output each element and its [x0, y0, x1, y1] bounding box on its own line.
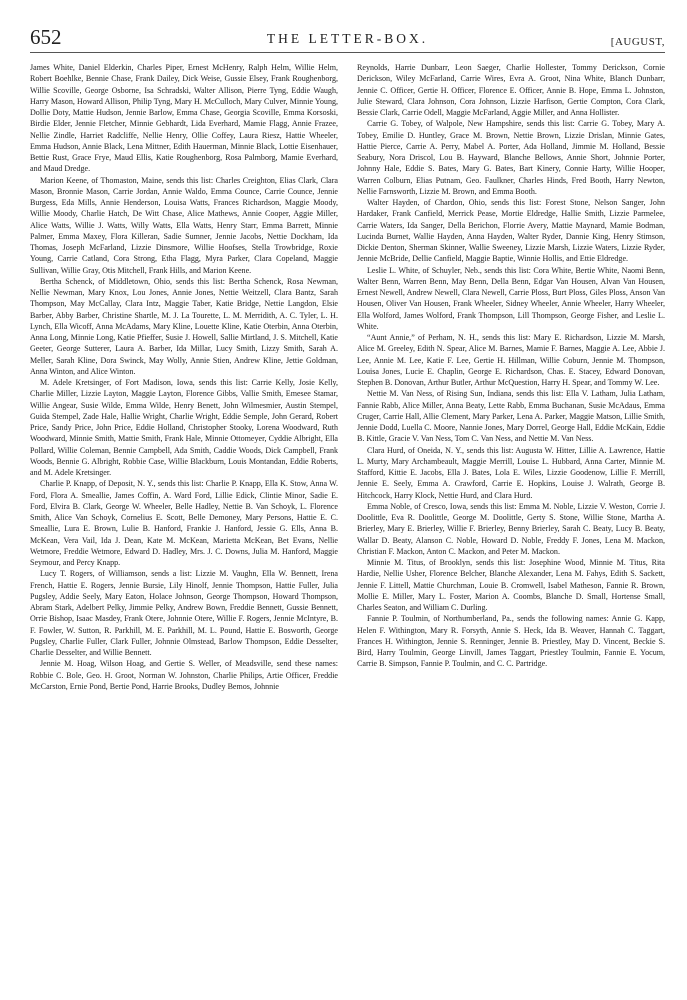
- paragraph-jennie-hoag: Jennie M. Hoag, Wilson Hoag, and Gertie S. Weller, of Meadsville, send these names: Robbie C. Bole, Geo. H. Groot, Norman W. Johnston, Charlie Philips, Artie Officer, Freddie McCarston, Ernie Pond, Bertie Pond, Harrie Brooks, Dudley Bemos, Johnnie: [30, 659, 338, 691]
- paragraph-carrie-tobey: Carrie G. Tobey, of Walpole, New Hampshire, sends this list: Carrie G. Tobey, Mary A. Tobey, Emilie D. Huntley, Grace M. Brown, Nettie Brown, Lizzie Drislan, Minnie Gates, Hattie Pierce, Carrie A. Perry, Mabel A. Porter, Ada Holland, Jimmie M. Holland, Bessie Seabury, Nora Driscol, Lou B. Hayward, Blanche Bellows, Annie Short, Johnnie Porter, Johnny Hale, Eddie S. Bates, Mary G. Bates, Bart Kinery, Connie Harty, Willie Hooper, Warren Colburn, Elias Putnam, Geo. Faulkner, Charles Hinds, Fred Booth, Harry Newton, Nellie Farnsworth, Lizzie M. Brown, and Emma Booth.: [357, 119, 665, 196]
- paragraph-adele-kretsinger: M. Adele Kretsinger, of Fort Madison, Iowa, sends this list: Carrie Kelly, Josie Kelly, Charlie Miller, Lizzie Layton, Maggie Layton, Florence Gibbs, Vallie Smith, Emesee Stamar, Willie Angear, Susie Wilde, Emma Wilde, Henry Benett, John Wilmesmier, Austin Stempel, Guida Stempel, Zade Hale, Hallie Wright, Charlie Wright, Eddie Semple, John Gerard, Robert Price, Sandy Price, John Price, Eddie Holland, Christopher Stooky, Lorena Woodward, Ruth Woodward, Minnie Smith, Mattie Smith, Frank Hale, Minnie Ottomeyer, Cyddie Albright, Ella Pollard, Willie Coleman, Bennie Campbell, Ada Smith, Caddie Woods, Dick Campbell, Frank Woods, Bennie G. Albright, Robbie Case, Willie Blackburn, Louis Montandan, Eddie Roberts, and M. Adele Kretsinger.: [30, 378, 338, 477]
- page-number: 652: [30, 25, 62, 49]
- paragraph-continued-right: Reynolds, Harrie Dunbarr, Leon Saeger, Charlie Hollester, Tommy Derickson, Cornie Derickson, Wiley McFarland, Carrie Wires, Evra A. Groot, Nina White, Blanch Dunbarr, Jennie C. Officer, Gertie H. Officer, Florence E. Officer, Annie B. Hope, Emma L. Johnston, Julie Steward, Clara Johnson, Cora Johnson, Lizzie Harfison, Gertie Compton, Cora Clark, Bessie Clark, Carrie Odell, Maggie McFarland, Aggie Miller, and Anna Hollister.: [357, 63, 665, 117]
- paragraph-leslie-white: Leslie L. White, of Schuyler, Neb., sends this list: Cora White, Bertie White, Naomi Benn, Walter Benn, Warren Benn, May Benn, Della Benn, Edgar Van Housen, Alvan Van Housen, Ernest Newell, Andrew Newell, Clara Newell, Carrie Ploss, Burt Ploss, Giles Ploss, Anson Van Housen, Oliver Van Housen, Frank Wheeler, Sidney Wheeler, Annie Wheeler, Harry Wheeler, Ella Wolford, James Wolford, Frank Thompson, Lill Thompson, George Fisher, and Leslie L. White.: [357, 265, 665, 331]
- paragraph-lucy-rogers: Lucy T. Rogers, of Williamson, sends a list: Lizzie M. Vaughn, Ella W. Bennett, Irena French, Hattie E. Rogers, Jennie Bursie, Lily Hinolf, Jennie Thompson, Hattie Fuller, Julia Pugsley, Addie Seely, Mary Eaton, Holace Johnson, George Thompson, Howard Thompson, Abram Stark, Adelbert Pelky, Jimmie Pelky, Andrew Bown, Freddie Bennett, Gussie Bennett, Orrie Bishop, Isaac Masdey, Frank Otere, Johnnie Otere, Willie F. Rogers, Jennie McIntyre, B. F. Fowler, W. Sutton, R. Parkhill, M. E. Parkhill, M. L. Pound, Hattie E. Bosworth, George Pugsley, Charlie Fuller, Clark Fuller, Johnnie Olmstead, Barlow Thompson, Eddie Desselter, Charlie Desselter, and Willie Bennett.: [30, 569, 338, 657]
- paragraph-nettie-van-ness: Nettie M. Van Ness, of Rising Sun, Indiana, sends this list: Ella V. Latham, Julia Latham, Fannie Rabb, Alice Miller, Anna Beaty, Lette Rabb, Emma Buchanan, Susie McAdaus, Emma Cruger, Carrie Hall, Allie Clement, Mary Parker, Lena A. Parker, Maggie Matson, Lillie Smith, Jennie Dodd, Luella C. Moore, Nannie Jones, Mary Dorrel, George Hall, Eddie McKain, Eddie B. Kittle, Gracie V. Van Ness, Tom C. Van Ness, and Nettie M. Van Ness.: [357, 389, 665, 444]
- page-header: [30, 25, 665, 53]
- paragraph-continued: James White, Daniel Elderkin, Charles Piper, Ernest McHenry, Ralph Helm, Willie Helm, Robert Boehlke, Bennie Chase, Frank Dailey, Dick Weise, Gussie Elsey, Frank Roughenborg, Willie Scoville, George Osborne, Isa Schradski, Walter Allison, Pierre Tyng, Eddie Waugh, Harry Mason, Howard Allison, Philip Tyng, Mary H. McCulloch, Mary Culver, Minnie Young, Dollie Doty, Mattie Hudson, Jennie Barlow, Emma Chase, Georgia Scoville, Emma Korsoski, Birdie Elder, Jennie Fletcher, Minnie Gebhardt, Lida Everhard, Mamie Flagg, Annie Frazee, Nellie Zindle, Harriet Radcliffe, Nellie Henry, Ollie Coffey, Laura Riesz, Hattie Wheeler, Emma Hudson, Annie Black, Lena Mittner, Edith Hauerman, Minnie Black, Lottie Eisenhauer, Bettie Rust, Grace Frye, Maud Ellis, Katie Roughenborg, Rosa Palmborg, Mamie Everhard, and Maud Dredge.: [30, 63, 338, 174]
- text-columns: [30, 62, 665, 987]
- paragraph-walter-hayden: Walter Hayden, of Chardon, Ohio, sends this list: Forest Stone, Nelson Sanger, John Hardaker, Frank Canfield, Merrick Pease, Mortie Eldredge, Hallie Smith, Lizzie Parmelee, Carrie Waters, Ida Sanger, Della Berichon, Florrie Avery, Mattie Maynard, Mamie Bodman, Lucinda Burnet, Wallie Hayden, Anna Hayden, Walter Ryder, Dannie King, Henry Stimson, Dickie Denton, Sherman Skinner, Wallie Sweeney, Lizzie Marsh, Lizzie Waters, Lizzie Ryder, Jennie McBride, Dellie Canfield, Maggie Baptie, Winnie Hollis, and Ettie Eldredge.: [357, 198, 665, 264]
- paragraph-minnie-titus: Minnie M. Titus, of Brooklyn, sends this list: Josephine Wood, Minnie M. Titus, Rita Hardie, Nellie Usher, Florence Belcher, Blanche Alexander, Lena M. Fahys, Edith S. Sackett, Jennie F. Littell, Mattie Churchman, Louie B. Cromwell, Isabel Matheson, Fannie R. Brown, Mollie E. Miller, Mary L. Foster, Marion A. Coombs, Blanche D. Small, Hortense Small, Charles Seaton, and William C. Durling.: [357, 558, 665, 612]
- paragraph-fannie-toulmin: Fannie P. Toulmin, of Northumberland, Pa., sends the following names: Annie G. Kapp, Helen F. Withington, Mary R. Forsyth, Annie S. Heck, Ida B. Weaver, Hannah C. Taggart, Frances H. Withington, Jennie S. Renninger, Jennie B. Priestley, May D. Vincent, Beckie S. Bird, Harry Toulmin, George Linvill, James Taggart, Priestley Toulmin, Fannie E. Yocum, Carrie B. Simpson, Fannie P. Toulmin, and C. C. Partridge.: [357, 614, 665, 669]
- paragraph-aunt-annie: “Aunt Annie,” of Perham, N. H., sends this list: Mary E. Richardson, Lizzie M. Marsh, Alice M. Greeley, Edith N. Spear, Alice M. Barnes, Mamie F. Barnes, Maggie A. Lee, Abbie J. Lee, Annie M. Lee, Katie F. Lee, Gertie H. Hillman, Willie Coburn, Jennie M. Thompson, Louisa Jones, Lucie E. Chaplin, George E. Richardson, Chas. E. Stacey, Edward Donovan, Stephen B. Donovan, Arthur Butler, Arthur McQuestion, Harry H. Spear, and Tommy W. Lee.: [357, 333, 665, 387]
- paragraph-marion-keene: Marion Keene, of Thomaston, Maine, sends this list: Charles Creighton, Elias Clark, Clara Mason, Bronnie Mason, Carrie Jordan, Annie Waldo, Emma Counce, Carrie Counce, Jennie Burgess, Eda Mills, Annie Henderson, Louisa Watts, Frances Richardson, Maggie Moody, Willie Moody, Charlie Hatch, De Witt Chase, Alice Mathews, Annie Cooper, Aggie Miller, Alice Watts, Willie J. Watts, Willy Watts, Ella Watts, Henry Starr, Emma Barrett, Minnie Palmer, Emma Maxey, Flora Killeran, Sadie Sumner, Jennie Jacobs, Nettie Dockham, Ida Thomas, Joseph McFarland, Lizzie Dinsmore, Willie Hoofses, Stella Trowbridge, Roxie Young, Carrie Catland, Cora Strong, Etha Flagg, Myra Parker, Clara Copeland, Maggie Sullivan, Willie Gray, Otis Mitchell, Frank Hills, and Marion Keene.: [30, 175, 338, 275]
- running-title: THE LETTER-BOX.: [266, 31, 429, 46]
- running-month: [AUGUST,: [610, 36, 665, 48]
- right-column: [357, 62, 665, 987]
- paragraph-bertha-schenck: Bertha Schenck, of Middletown, Ohio, sends this list: Bertha Schenck, Rosa Newman, Nellie Newman, Mary Knox, Lou Jones, Annie Jones, Nettie Weitzell, Clara Bantz, Sarah Thompson, May McCallay, Clara Intz, Maggie Taber, Katie Bridge, Nettie Langdon, Elsie Barber, Abby Barber, Christine Shartle, M. J. La Tourette, L. M. Merridith, A. C. Tyler, L. H. Lynch, Ella Wicoff, Anna McAdams, Mary Kline, Louette Kline, Katie Oterbin, Anna Oterbin, Anna Long, Minnie Long, Katie Pfieffer, Susie J. Howell, Sallie Mirtland, J. S. Mitchell, Katie Geeter, George Sutterer, Laura A. Barber, Ida Millar, Lucy Smith, Lizzy Smith, Sarah A. Meller, Sarah Kline, Dora Swinck, May Wolly, Annie Stien, Andrew Kline, Jettie Goldman, Anna Winton, and Alice Winton.: [30, 276, 338, 376]
- left-column: [30, 62, 338, 987]
- paragraph-clara-hurd: Clara Hurd, of Oneida, N. Y., sends this list: Augusta W. Hitter, Lillie A. Lawrence, Hattie L. Murty, Mary Archambeault, Maggie Merrill, Louise L. Hubbard, Anna Carter, Minnie M. Stafford, Kittie E. Jacobs, Ella J. Bates, Lola E. Wiles, Lizzie Goodenow, Lillie F. Merrill, Jennie E. Seely, Emma A. Crawford, Carrie E. Hopkins, Louise J. Walrath, George B. Hitchcock, Harry Klock, Nettie Hurd, and Clara Hurd.: [357, 445, 665, 500]
- paragraph-emma-noble: Emma Noble, of Cresco, Iowa, sends this list: Emma M. Noble, Lizzie V. Weston, Corrie J. Doolittle, Eva R. Doolittle, George M. Doolittle, Gerty S. Stone, Willie Stone, Martha A. Brierley, Mary E. Brierley, Willie F. Brierley, Benny Brierley, Sarah C. Beaty, Lucy B. Beaty, Wallar D. Beaty, Alanson C. Noble, Howard D. Noble, Freddy F. Jones, Lena M. Mackon, Christian F. Mackon, Anton C. Mackon, and Peter M. Mackon.: [357, 501, 665, 556]
- paragraph-charlie-knapp: Charlie P. Knapp, of Deposit, N. Y., sends this list: Charlie P. Knapp, Ella K. Stow, Anna W. Ford, Flora A. Smeallie, James Coffin, A. Ward Ford, Lillie Edick, Clintie Minor, Sadie E. Ford, Elvira B. Clark, George W. Wheeler, Belle Hadley, Nettie B. Van Schoyk, L. Florence Smith, Alice Van Schoyk, Cornelius E. Scott, Belle Demoney, Mary Persons, Hattie E. C. Smeallie, Lura E. Brown, Lulie B. Hanford, Frankie J. Hanford, Jessie G. Ells, Anna B. McKean, Vera Vail, Ida J. Dean, Kate M. McKean, Marietta McKean, Bet Evans, Nellie Wetmore, Freddie Wetmore, Edward D. Hadley, Mrs. J. C. Downs, Julia M. Hanford, Maggie Seymour, and Percy Knapp.: [30, 479, 338, 567]
